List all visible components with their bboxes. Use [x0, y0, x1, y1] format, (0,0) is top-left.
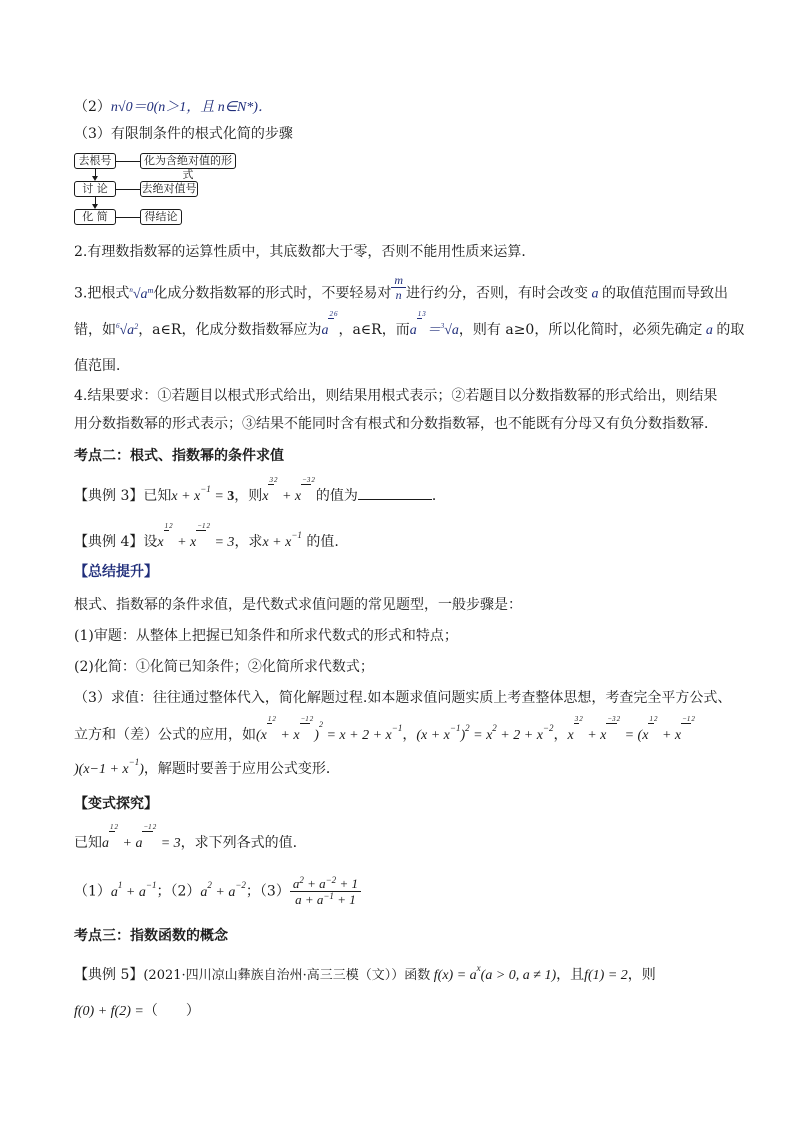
expr-x-plus-x-inv: $x + x^{-1}$	[262, 530, 302, 550]
point-3-line-3: 值范围．	[74, 358, 130, 374]
flow-step-2-desc: 去绝对值号	[141, 182, 197, 195]
variant-q2-expr: $a^2 + a^{-2}$	[200, 879, 246, 900]
func-f1-value: f(1) = 2	[584, 968, 628, 983]
radical-a-m: $^n√a^m$	[129, 285, 154, 302]
point-3-line-1: 3.把根式$^n√a^m$化成分数指数幂的形式时，不要轻易对 $\frac{m}{n}$ 进行约分，否则，有时会改变 a 的取值范围而导致出	[74, 273, 728, 302]
flow-step-3: 化 简	[74, 209, 116, 225]
formula-square-2: $(x + x^{-1})^2 = x^2 + 2 + x^{-2}$	[416, 723, 554, 743]
flow-step-3-desc: 得结论	[140, 209, 182, 225]
eq-a-half: a12 + a−12 = 3	[102, 823, 181, 851]
item-3-heading: （3）有限制条件的根式化简的步骤	[74, 126, 293, 142]
power-a-2-6: a26	[321, 310, 338, 338]
example-5-line-1: 【典例 5】(2021·四川凉山彝族自治州·高三三模（文））函数 $f(x) = a^x(a > 0$, a ≠ 1)，且f(1) = 2，则	[74, 963, 656, 983]
point-3-line-2: 错，如$^6√a^2$，a∈R，化成分数指数幂应为a26，a∈R，而a13＝$^3$√a，则有 a≥0，所以化简时，必须先确定 a 的取	[74, 310, 745, 338]
section-heading-kaodian-2: 考点二：根式、指数幂的条件求值	[74, 448, 284, 464]
simplification-flowchart	[74, 150, 234, 228]
section-heading-kaodian-3: 考点三：指数函数的概念	[74, 928, 228, 944]
summary-step-1: (1)审题：从整体上把握已知条件和所求代数式的形式和特点；	[74, 628, 458, 644]
func-f0-plus-f2: f(0) + f(2) =	[74, 1004, 144, 1019]
flow-step-1: 去根号	[74, 153, 116, 169]
formula-square: $(x12 + x-12)^2 = x + 2 + x^{-1}$	[256, 715, 403, 743]
eq-x-plus-x-inv: $x + x^{-1} = 3$	[171, 484, 235, 504]
answer-blank[interactable]	[358, 487, 432, 500]
flow-step-2: 讨 论	[74, 181, 116, 197]
radical-6-a2: $^6√a^2$	[116, 322, 139, 338]
summary-step-3-line-1: （3）求值：往往通过整体代入，简化解题过程.如本题求值问题实质上考查整体思想，考查完全平方公式、	[74, 690, 732, 706]
variant-questions: $(1)a^1 + a^{-1}$；$(2)a^2 + a^{-2}$；（3） $\frac{a^2 + a^{-2} + 1}{a + a^{-1} + 1}$	[74, 877, 361, 906]
formula-cube-factor: )$(x-1 + x^{-1})$	[74, 757, 144, 777]
variant-q1-expr: $a^1 + a^{-1}$	[110, 879, 157, 900]
summary-intro: 根式、指数幂的条件求值，是代数式求值问题的常见题型，一般步骤是：	[74, 597, 522, 613]
variant-title: 【变式探究】	[74, 796, 158, 812]
item-2-math: n√0＝0(n＞1，且 n∈N*)．	[110, 100, 272, 115]
fraction-m-over-n: $\frac{m}{n}$	[391, 274, 406, 301]
point-2: 2.有理数指数幂的运算性质中，其底数都大于零，否则不能用性质来运算．	[74, 244, 536, 260]
summary-step-3-line-3: )$(x-1 + x^{-1})$，解题时要善于应用公式变形．	[74, 757, 340, 777]
variant-condition: 已知a12 + a−12 = 3，求下列各式的值.	[74, 823, 298, 851]
item-2: （2）n√0＝0(n＞1，且 n∈N*)．	[74, 99, 272, 115]
flow-step-1-desc: 化为含绝对值的形式	[140, 153, 236, 169]
eq-x-half: x12 + x−12 = 3	[157, 522, 235, 550]
variant-q3-fraction: $\frac{a^2 + a^{-2} + 1}{a + a^{-1} + 1}$	[290, 877, 361, 906]
expr-x-32: x32 + x−32	[262, 476, 315, 504]
example-4: 【典例 4】设x12 + x−12 = 3，求$x + x^{-1}$ 的值.	[74, 522, 339, 550]
power-a-1-3: a13＝$^3$√a	[409, 310, 459, 338]
func-f-def: $f(x) = a^x(a > 0$, a ≠ 1)	[430, 963, 557, 983]
example-5-line-2: f(0) + f(2) =（ ）	[74, 1003, 200, 1019]
summary-title: 【总结提升】	[74, 564, 158, 580]
formula-cube: x32 + x−32 = (x12 + x−12	[567, 715, 695, 743]
example-3: 【典例 3】已知$x + x^{-1} = 3$，则x32 + x−32的值为 ．	[74, 476, 446, 504]
summary-step-3-line-2: 立方和（差）公式的应用，如$(x12 + x-12)^2 = x + 2 + x^{-1}$，$(x + x^{-1})^2 = x^2 + 2 + x^{-2}$，x32 + x−32 = (x12 + x−12	[74, 715, 695, 743]
point-4-line-1: 4.结果要求：①若题目以根式形式给出，则结果用根式表示；②若题目以分数指数幂的形式给出，则结果	[74, 388, 718, 404]
summary-step-2: (2)化简：①化简已知条件；②化简所求代数式；	[74, 659, 374, 675]
point-4-line-2: 用分数指数幂的形式表示；③结果不能同时含有根式和分数指数幂，也不能既有分母又有负分数指数幂．	[74, 416, 718, 432]
